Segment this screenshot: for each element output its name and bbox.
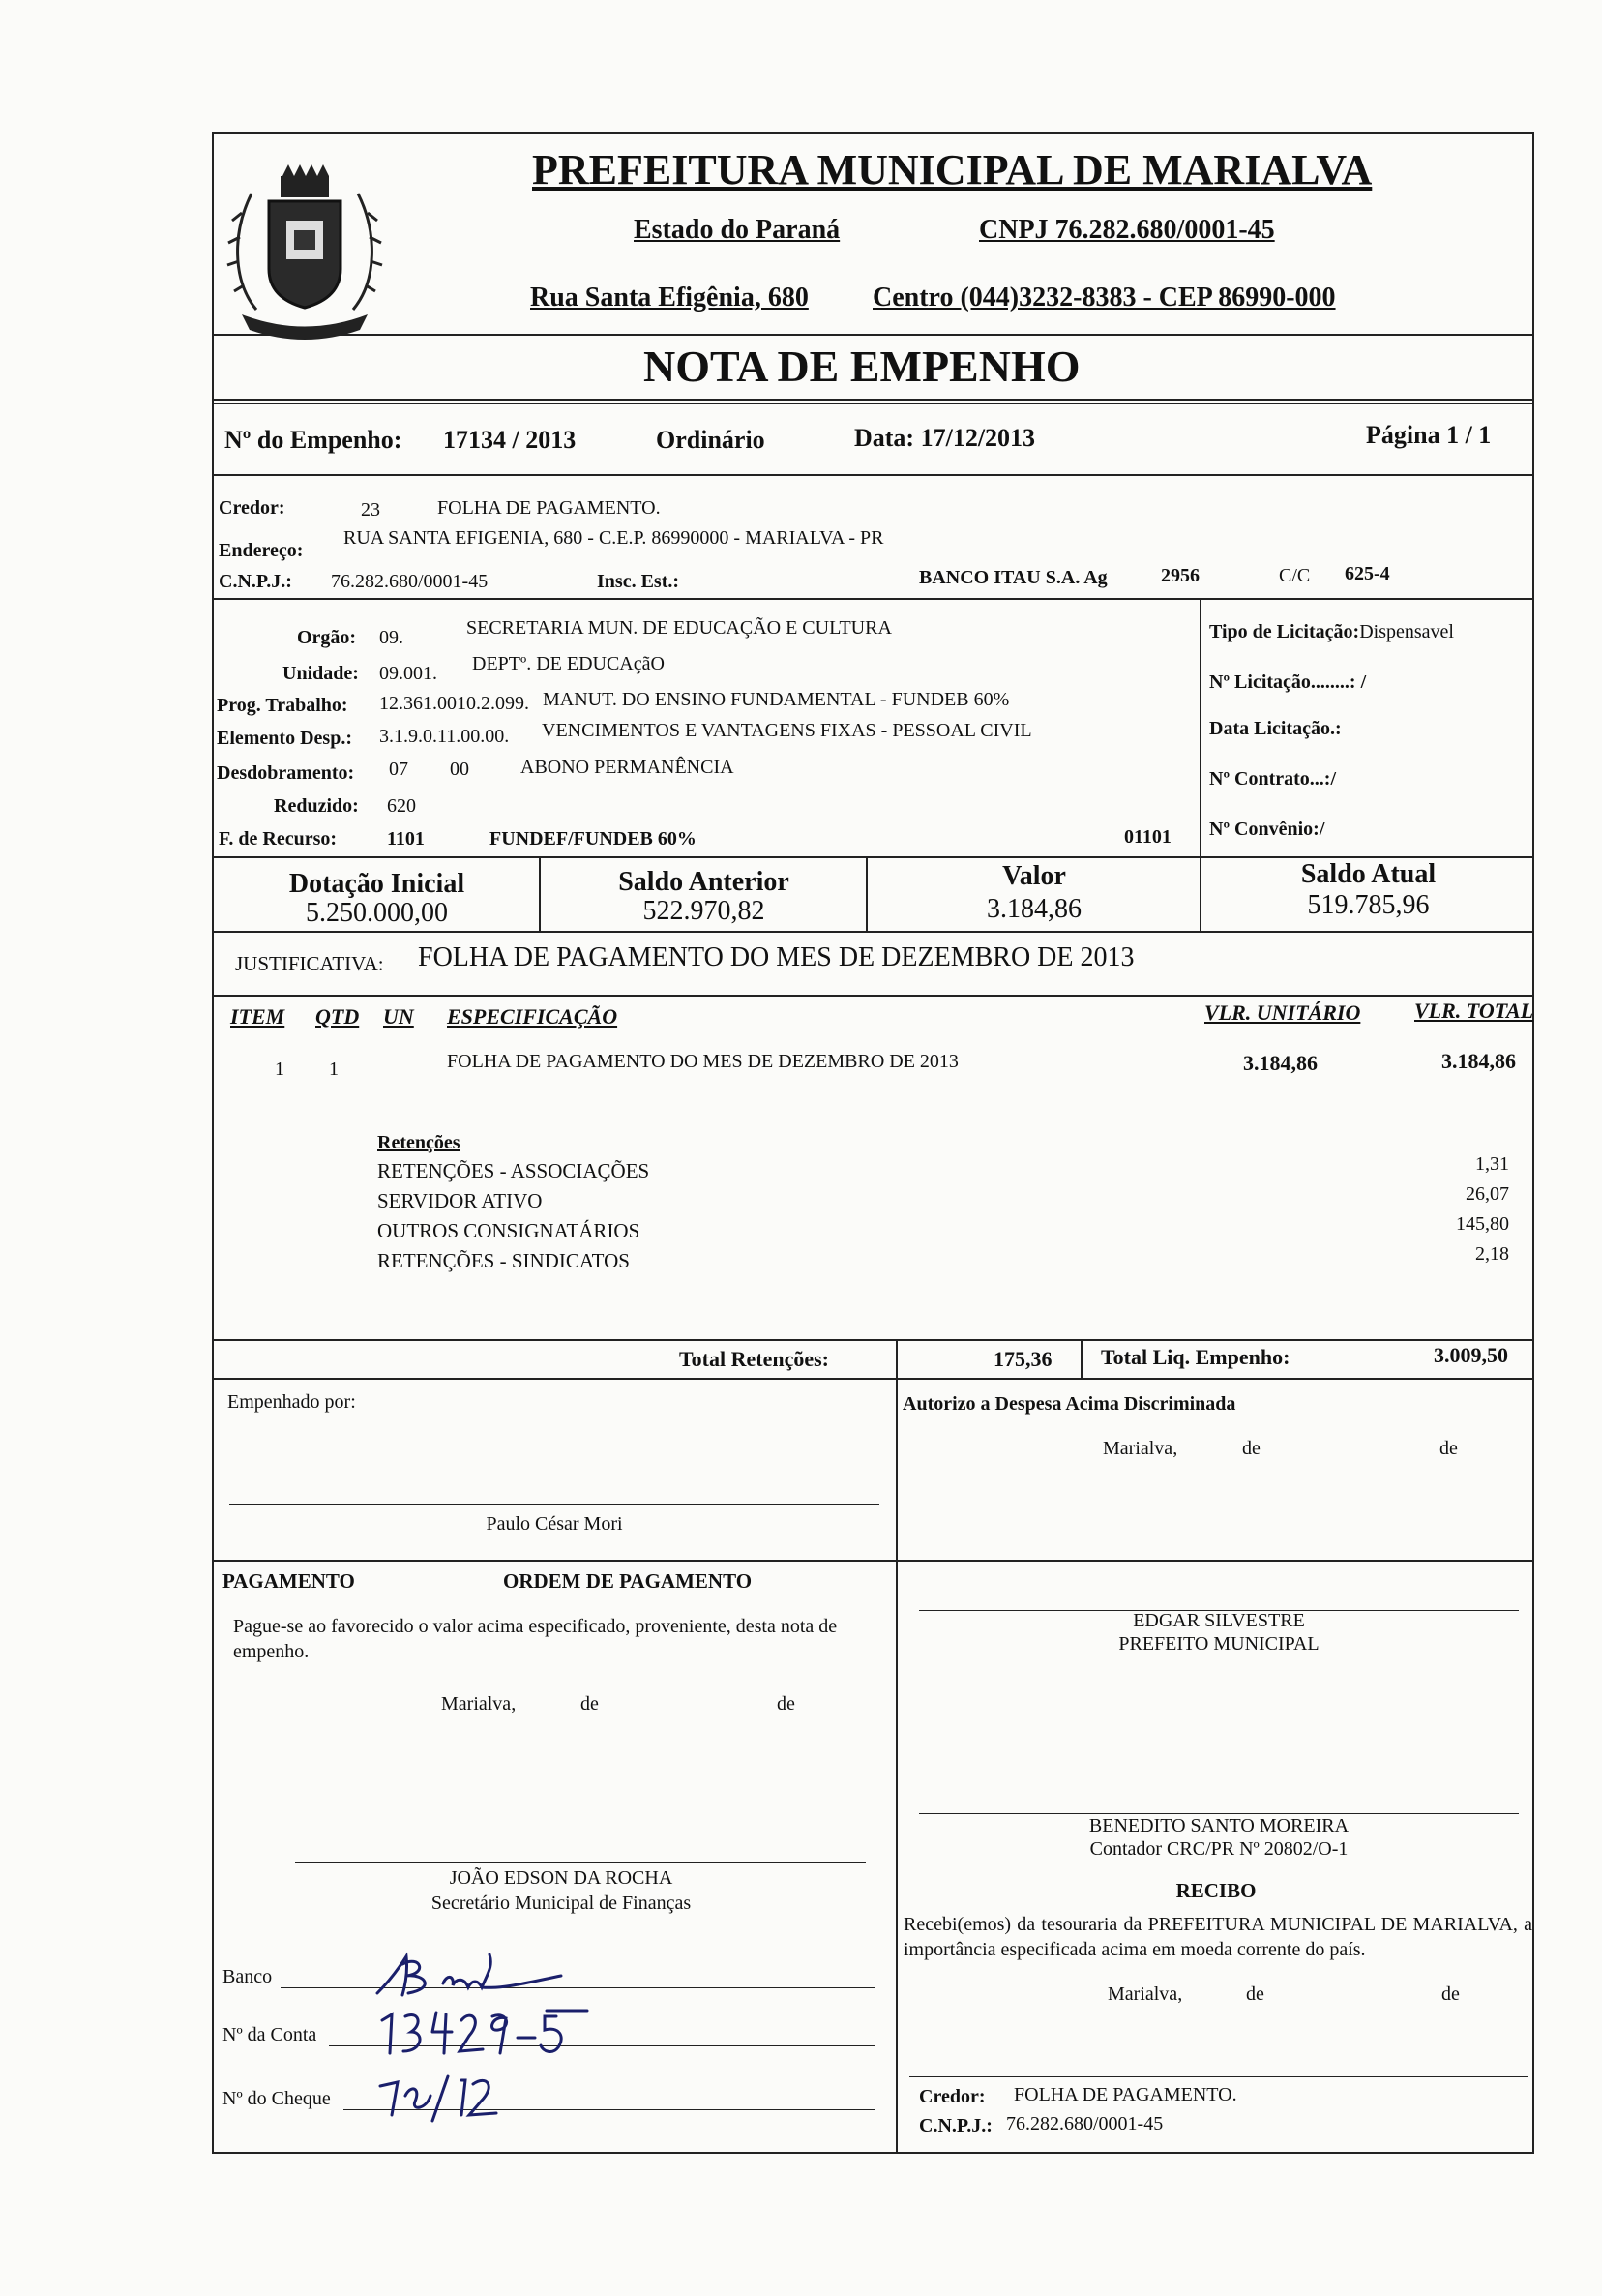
cnpj-value: 76.282.680/0001-45	[331, 571, 489, 592]
conta-label: Nº da Conta	[222, 2024, 317, 2045]
cc-value: 625-4	[1345, 563, 1390, 584]
cnpj-header: CNPJ 76.282.680/0001-45	[979, 215, 1275, 245]
total-retencoes-label: Total Retenções:	[679, 1347, 829, 1371]
page-number: Página 1 / 1	[1366, 421, 1492, 449]
pagamento-de2: de	[777, 1693, 795, 1715]
desdobramento-a: 07	[389, 759, 408, 780]
handwritten-cheque-number	[372, 2067, 585, 2125]
justificativa-label: JUSTIFICATIVA:	[235, 952, 384, 975]
recurso-code: 1101	[387, 828, 425, 850]
recibo-cnpj-value: 76.282.680/0001-45	[1006, 2113, 1164, 2134]
pague-se-text: Pague-se ao favorecido o valor acima especificado, proveniente, desta nota de empenho.	[233, 1616, 838, 1662]
recurso-extra: 01101	[1124, 826, 1172, 848]
autorizo-de2: de	[1439, 1438, 1458, 1459]
row-qtd: 1	[329, 1059, 339, 1080]
dotacao-value: 5.250.000,00	[306, 898, 448, 928]
agencia: 2956	[1161, 565, 1200, 586]
orgao-label: Orgão:	[297, 627, 357, 648]
contador-nome: BENEDITO SANTO MOREIRA	[1088, 1815, 1350, 1836]
total-liquido-value: 3.009,50	[1434, 1343, 1508, 1367]
saldo-atual-label: Saldo Atual	[1300, 859, 1437, 889]
elemento-code: 3.1.9.0.11.00.00.	[379, 726, 510, 747]
numero-convenio: Nº Convênio:/	[1209, 819, 1325, 840]
doc-title: NOTA DE EMPENHO	[643, 342, 1081, 391]
reduzido-value: 620	[387, 795, 416, 817]
secretario-cargo: Secretário Municipal de Finanças	[430, 1893, 692, 1914]
page-title: PREFEITURA MUNICIPAL DE MARIALVA	[532, 146, 1373, 194]
unidade-label: Unidade:	[282, 663, 359, 684]
autorizo-de1: de	[1242, 1438, 1261, 1459]
handwritten-conta-number	[372, 2003, 624, 2061]
orgao-name: SECRETARIA MUN. DE EDUCAÇÃO E CULTURA	[466, 617, 892, 639]
elemento-name: VENCIMENTOS E VANTAGENS FIXAS - PESSOAL CIVIL	[542, 720, 1032, 741]
empenho-number: 17134 / 2013	[443, 426, 577, 454]
cc-label: C/C	[1279, 565, 1311, 586]
tipo-licitacao-value: Dispensavel	[1359, 621, 1454, 642]
recurso-label: F. de Recurso:	[219, 828, 338, 850]
retencao-value: 2,18	[1475, 1243, 1509, 1265]
pagamento-label: PAGAMENTO	[222, 1569, 355, 1593]
cnpj-label: C.N.P.J.:	[219, 571, 292, 592]
handwritten-banco-signature	[368, 1945, 600, 2003]
banco-label: Banco	[222, 1966, 273, 1987]
valor-value: 3.184,86	[987, 894, 1082, 924]
empenho-date: Data: 17/12/2013	[854, 424, 1036, 452]
recibo-city: Marialva,	[1108, 1983, 1183, 2005]
prog-name: MANUT. DO ENSINO FUNDAMENTAL - FUNDEB 60%	[543, 689, 1010, 710]
recibo-title: RECIBO	[1175, 1879, 1257, 1902]
cheque-label: Nº do Cheque	[222, 2088, 331, 2109]
tipo-licitacao-label: Tipo de Licitação:	[1209, 621, 1360, 642]
recibo-credor-label: Credor:	[919, 2086, 986, 2107]
pagamento-city: Marialva,	[441, 1693, 517, 1715]
autorizo-city: Marialva,	[1103, 1438, 1178, 1459]
data-licitacao: Data Licitação.:	[1209, 718, 1342, 739]
banco-name: BANCO ITAU S.A. Ag	[919, 567, 1108, 588]
valor-label: Valor	[1002, 861, 1066, 891]
prog-label: Prog. Trabalho:	[217, 695, 348, 716]
ordem-pagamento-label: ORDEM DE PAGAMENTO	[503, 1569, 753, 1593]
empenhado-nome: Paulo César Mori	[486, 1513, 623, 1535]
col-especificacao: ESPECIFICAÇÃO	[447, 1004, 618, 1029]
endereco-value: RUA SANTA EFIGENIA, 680 - C.E.P. 86990000 - MARIALVA - PR	[343, 527, 884, 549]
recibo-text: Recebi(emos) da tesouraria da PREFEITURA MUNICIPAL DE MARIALVA, a importância especificada acima em moeda corrente do país.	[904, 1914, 1532, 1960]
prog-code: 12.361.0010.2.099.	[379, 693, 529, 714]
retencao-name: RETENÇÕES - ASSOCIAÇÕES	[377, 1159, 650, 1182]
retencao-name: OUTROS CONSIGNATÁRIOS	[377, 1219, 640, 1242]
retencao-name: RETENÇÕES - SINDICATOS	[377, 1249, 630, 1272]
endereco-label: Endereço:	[219, 540, 304, 561]
recibo-cnpj-label: C.N.P.J.:	[919, 2115, 993, 2136]
saldo-anterior-label: Saldo Anterior	[618, 867, 789, 897]
prefeito-nome: EDGAR SILVESTRE	[1133, 1610, 1305, 1631]
justificativa-text: FOLHA DE PAGAMENTO DO MES DE DEZEMBRO DE 2013	[418, 942, 1135, 972]
tipo-licitacao	[1209, 621, 1454, 643]
pagamento-de1: de	[580, 1693, 599, 1715]
retencao-value: 145,80	[1456, 1213, 1509, 1235]
col-un: UN	[383, 1004, 414, 1029]
insc-label: Insc. Est.:	[597, 571, 680, 592]
autorizo-label: Autorizo a Despesa Acima Discriminada	[903, 1393, 1236, 1415]
recurso-name: FUNDEF/FUNDEB 60%	[490, 828, 697, 850]
address-rest: Centro (044)3232-8383 - CEP 86990-000	[873, 283, 1336, 313]
col-qtd: QTD	[315, 1004, 360, 1029]
address-street: Rua Santa Efigênia, 680	[530, 283, 809, 313]
col-item: ITEM	[230, 1004, 285, 1029]
secretario-nome: JOÃO EDSON DA ROCHA	[449, 1867, 673, 1889]
retencao-name: SERVIDOR ATIVO	[377, 1189, 543, 1212]
desdobramento-b: 00	[450, 759, 469, 780]
empenho-type: Ordinário	[656, 426, 765, 454]
unidade-name: DEPTº. DE EDUCAçãO	[472, 653, 665, 674]
retencoes-title: Retenções	[377, 1132, 460, 1153]
numero-contrato: Nº Contrato...:/	[1209, 768, 1337, 790]
credor-label: Credor:	[219, 497, 285, 519]
estado-label: Estado do Paraná	[634, 215, 841, 245]
row-especificacao: FOLHA DE PAGAMENTO DO MES DE DEZEMBRO DE 2013	[447, 1051, 959, 1072]
orgao-code: 09.	[379, 627, 403, 648]
numero-licitacao: Nº Licitação........: /	[1209, 671, 1367, 693]
empenhado-por-label: Empenhado por:	[227, 1391, 356, 1413]
col-vlr-total: VLR. TOTAL	[1414, 999, 1534, 1023]
recibo-de1: de	[1246, 1983, 1264, 2005]
empenho-number-label: Nº do Empenho:	[224, 426, 402, 454]
desdobramento-name: ABONO PERMANÊNCIA	[520, 757, 734, 778]
row-vlr-unitario: 3.184,86	[1243, 1051, 1318, 1075]
elemento-label: Elemento Desp.:	[217, 728, 352, 749]
dotacao-label: Dotação Inicial	[288, 869, 465, 899]
unidade-code: 09.001.	[379, 663, 437, 684]
contador-cargo: Contador CRC/PR Nº 20802/O-1	[1089, 1838, 1349, 1860]
credor-name: FOLHA DE PAGAMENTO.	[437, 497, 661, 519]
credor-code: 23	[361, 499, 380, 521]
recibo-de2: de	[1441, 1983, 1460, 2005]
saldo-anterior-value: 522.970,82	[642, 896, 765, 926]
reduzido-label: Reduzido:	[274, 795, 359, 817]
row-item: 1	[275, 1059, 284, 1080]
retencao-value: 26,07	[1466, 1183, 1509, 1205]
recibo-credor-value: FOLHA DE PAGAMENTO.	[1014, 2084, 1237, 2105]
prefeito-cargo: PREFEITO MUNICIPAL	[1118, 1633, 1320, 1655]
saldo-atual-value: 519.785,96	[1307, 890, 1430, 920]
col-vlr-unitario: VLR. UNITÁRIO	[1204, 1000, 1361, 1025]
total-retencoes-value: 175,36	[994, 1347, 1053, 1371]
total-liquido-label: Total Liq. Empenho:	[1101, 1345, 1290, 1369]
retencao-value: 1,31	[1475, 1153, 1509, 1175]
row-vlr-total: 3.184,86	[1441, 1049, 1516, 1073]
desdobramento-label: Desdobramento:	[217, 762, 355, 784]
